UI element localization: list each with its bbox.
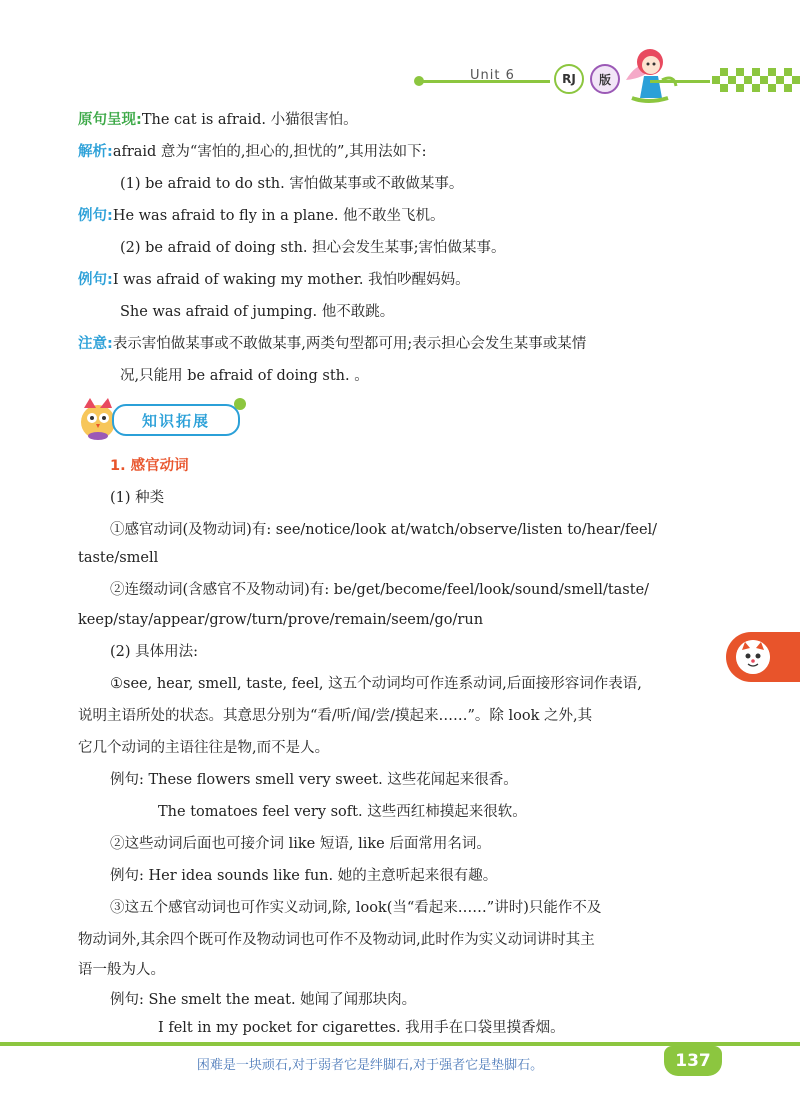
kind-heading: (1) 种类 <box>110 490 165 506</box>
example-2b: She was afraid of jumping. 他不敢跳。 <box>120 304 395 320</box>
kind-1-line-a: ①感官动词(及物动词)有: see/notice/look at/watch/observe/listen to/hear/feel/ <box>110 522 658 538</box>
knowledge-expansion-title: 知识拓展 <box>112 404 240 436</box>
example-1-label: 例句: <box>78 208 113 224</box>
usage-3-line-a: ③这五个感官动词也可作实义动词,除, look(当“看起来……”讲时)只能作不及 <box>110 900 602 916</box>
usage-3-line-b: 物动词外,其余四个既可作及物动词也可作不及物动词,此时作为实义动词讲时其主 <box>78 932 595 948</box>
note-line-2: 况,只能用 be afraid of doing sth. 。 <box>120 368 369 384</box>
original-sentence <box>78 110 358 130</box>
banner-dot <box>234 398 246 410</box>
usage-3-example-a: 例句: She smelt the meat. 她闻了闻那块肉。 <box>110 992 417 1008</box>
usage-1-example-b: The tomatoes feel very soft. 这些西红柿摸起来很软。 <box>158 804 527 820</box>
knowledge-expansion-banner <box>78 396 248 442</box>
usage-2: (2) be afraid of doing sth. 担心会发生某事;害怕做某事。 <box>120 240 506 256</box>
checker-decoration <box>712 68 800 92</box>
page-number: 137 <box>664 1046 722 1076</box>
example-1 <box>78 206 445 226</box>
cat-face-icon <box>736 640 770 674</box>
original-label: 原句呈现: <box>78 112 142 128</box>
example-2-text: I was afraid of waking my mother. 我怕吵醒妈妈。 <box>112 272 470 288</box>
fairy-mascot-icon <box>618 40 678 106</box>
note-label: 注意: <box>78 336 113 352</box>
example-2 <box>78 270 470 290</box>
analysis-text: afraid 意为“害怕的,担心的,担忧的”,其用法如下: <box>112 144 427 160</box>
usage-heading: (2) 具体用法: <box>110 644 199 660</box>
usage-1: (1) be afraid to do sth. 害怕做某事或不敢做某事。 <box>120 176 464 192</box>
header-rule-right <box>650 80 710 83</box>
usage-3-example-b: I felt in my pocket for cigarettes. 我用手在口袋里摸香烟。 <box>158 1020 565 1036</box>
side-tab <box>726 632 800 682</box>
analysis-line <box>78 142 426 162</box>
example-1-text: He was afraid to fly in a plane. 他不敢坐飞机。 <box>112 208 445 224</box>
footer-quote: 困难是一块顽石,对于弱者它是绊脚石,对于强者它是垫脚石。 <box>196 1058 544 1073</box>
note-text-1: 表示害怕做某事或不敢做某事,两类句型都可用;表示担心会发生某事或某情 <box>112 336 587 352</box>
analysis-label: 解析: <box>78 144 113 160</box>
usage-1-line-a: ①see, hear, smell, taste, feel, 这五个动词均可作连系动词,后面接形容词作表语, <box>110 676 642 692</box>
original-text: The cat is afraid. 小猫很害怕。 <box>141 112 358 128</box>
usage-3-line-c: 语一般为人。 <box>78 962 165 978</box>
kind-2-line-b: keep/stay/appear/grow/turn/prove/remain/seem/go/run <box>78 612 484 628</box>
section-title: 1. 感官动词 <box>110 458 189 474</box>
usage-1-example-a: 例句: These flowers smell very sweet. 这些花闻起来很香。 <box>110 772 518 788</box>
usage-2-line: ②这些动词后面也可接介词 like 短语, like 后面常用名词。 <box>110 836 491 852</box>
edition-badge-ban: 版 <box>590 64 620 94</box>
unit-label: Unit 6 <box>470 68 515 83</box>
kind-1-line-b: taste/smell <box>78 550 159 566</box>
kind-2-line-a: ②连缀动词(含感官不及物动词)有: be/get/become/feel/look/sound/smell/taste/ <box>110 582 650 598</box>
edition-badge-rj: RJ <box>554 64 584 94</box>
note-line-1 <box>78 334 586 354</box>
usage-1-line-b: 说明主语所处的状态。其意思分别为“看/听/闻/尝/摸起来……”。除 look 之外,其 <box>78 708 593 724</box>
page-header <box>0 0 800 110</box>
usage-2-example: 例句: Her idea sounds like fun. 她的主意听起来很有趣。 <box>110 868 498 884</box>
example-2-label: 例句: <box>78 272 113 288</box>
usage-1-line-c: 它几个动词的主语往往是物,而不是人。 <box>78 740 330 756</box>
